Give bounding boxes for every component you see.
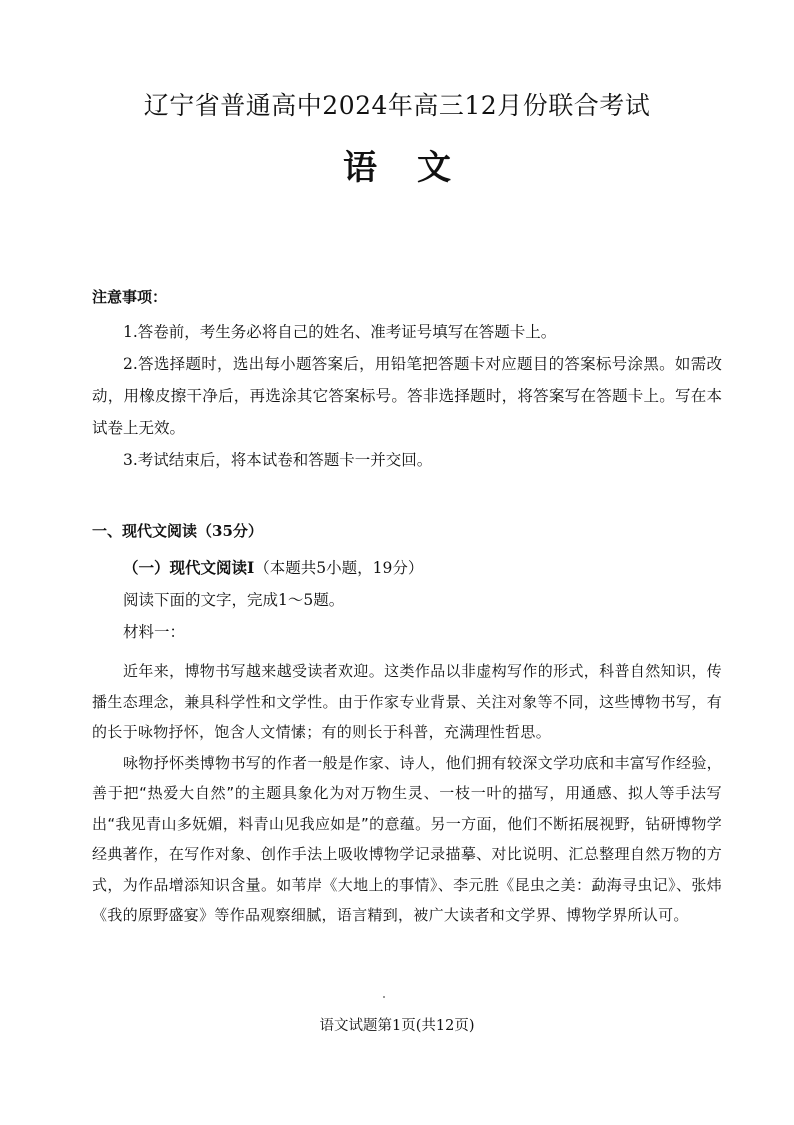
notice-item: 3.考试结束后，将本试卷和答题卡一并交回。 [123,451,433,469]
passage-paragraph: 咏物抒怀类博物书写的作者一般是作家、诗人，他们拥有较深文学功底和丰富写作经验，善于把“热爱大自然”的主题具象化为对万物生灵、一枝一叶的描写，用通感、拟人等手法写出“我见青山多妩媚，料青山见我应如是”的意蕴。另一方面，他们不断拓展视野，钻研博物学经典著作，在写作对象、创作手法上吸收博物学记录描摹、对比说明、汇总整理自然万物的方式，为作品增添知识含量。如苇岸《大地上的事情》、李元胜《昆虫之美：勐海寻虫记》、张炜《我的原野盛宴》等作品观察细腻，语言精到，被广大读者和文学界、博物学界所认可。 [92,753,722,924]
subsection-note: （本题共5小题，19分） [254,559,424,577]
notice-heading: 注意事项： [92,288,168,306]
scan-speck [383,996,385,998]
passage-paragraph: 近年来，博物书写越来越受读者欢迎。这类作品以非虚构写作的形式，科普自然知识，传播生态理念，兼具科学性和文学性。由于作家专业背景、关注对象等不同，这些博物书写，有的长于咏物抒怀，饱含人文情愫；有的则长于科普，充满理性哲思。 [92,662,722,741]
subsection-heading: （一）现代文阅读Ⅰ [123,558,255,577]
page-footer: 语文试题第1页(共12页) [319,1018,475,1034]
reading-passage [92,656,722,931]
notice-list [92,316,722,476]
notice-item: 2.答选择题时，选出每小题答案后，用铅笔把答题卡对应题目的答案标号涂黑。如需改动，用橡皮擦干净后，再选涂其它答案标号。答非选择题时，将答案写在答题卡上。写在本试卷上无效。 [92,355,722,437]
subsection-title [92,552,722,584]
exam-title: 辽宁省普通高中2024年高三12月份联合考试 [143,91,651,120]
reading-instruction: 阅读下面的文字，完成1～5题。 [123,591,345,609]
section-heading: 一、现代文阅读（35分） [92,522,263,540]
subject-title: 语文 [343,148,491,188]
notice-item: 1.答卷前，考生务必将自己的姓名、准考证号填写在答题卡上。 [123,323,557,341]
material-label: 材料一： [123,623,186,641]
subsection-block [92,552,722,648]
